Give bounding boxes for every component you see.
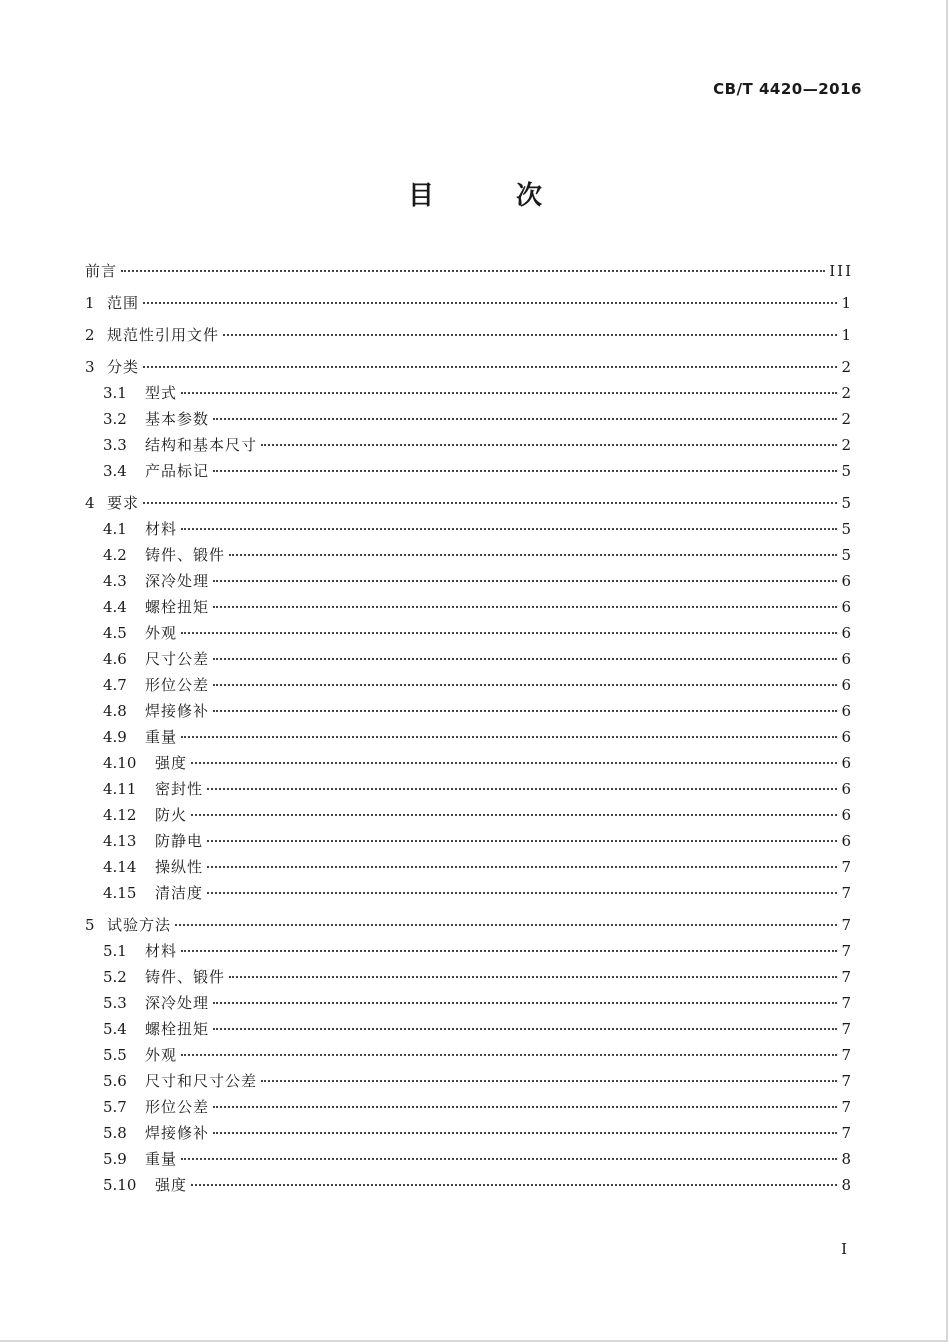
toc-entry[interactable]	[85, 912, 853, 938]
toc-entry[interactable]	[85, 776, 853, 802]
toc-entry-page: 7	[841, 916, 853, 934]
toc-entry-number: 5.5	[103, 1046, 127, 1064]
toc-dot-leader	[191, 762, 837, 764]
toc-dot-leader	[223, 334, 837, 336]
toc-entry-page: 2	[841, 384, 853, 402]
table-of-contents	[85, 258, 853, 1198]
toc-entry[interactable]	[85, 698, 853, 724]
toc-entry-label: 重量	[145, 1150, 178, 1168]
toc-entry-label: 铸件、锻件	[145, 968, 226, 986]
page-number: I	[841, 1240, 847, 1258]
toc-entry-number: 1	[85, 294, 95, 312]
toc-entry-number: 5	[85, 916, 95, 934]
toc-entry-page: 2	[841, 436, 853, 454]
toc-dot-leader	[207, 788, 837, 790]
toc-entry-page: 5	[841, 462, 853, 480]
toc-entry-page: 7	[841, 1020, 853, 1038]
toc-entry[interactable]	[85, 802, 853, 828]
toc-entry-label: 形位公差	[145, 1098, 210, 1116]
toc-entry-page: 6	[841, 676, 853, 694]
toc-entry-number: 5.9	[103, 1150, 127, 1168]
toc-entry[interactable]	[85, 1016, 853, 1042]
toc-entry[interactable]	[85, 432, 853, 458]
toc-entry-number: 4.3	[103, 572, 127, 590]
toc-entry-label: 材料	[145, 520, 178, 538]
toc-entry[interactable]	[85, 490, 853, 516]
toc-dot-leader	[229, 976, 837, 978]
toc-entry-label: 深冷处理	[145, 572, 210, 590]
toc-entry-label: 螺栓扭矩	[145, 1020, 210, 1038]
toc-dot-leader	[213, 470, 837, 472]
toc-entry[interactable]	[85, 380, 853, 406]
toc-entry-page: 5	[841, 494, 853, 512]
toc-entry-label: 外观	[145, 1046, 178, 1064]
toc-entry-number: 5.1	[103, 942, 127, 960]
toc-entry-number: 5.10	[103, 1176, 137, 1194]
toc-entry-label: 产品标记	[145, 462, 210, 480]
toc-entry-label: 结构和基本尺寸	[145, 436, 258, 454]
toc-entry[interactable]	[85, 406, 853, 432]
toc-entry-page: 6	[841, 598, 853, 616]
toc-dot-leader	[143, 366, 837, 368]
toc-entry-label: 铸件、锻件	[145, 546, 226, 564]
toc-entry-page: 7	[841, 994, 853, 1012]
toc-dot-leader	[213, 418, 837, 420]
toc-dot-leader	[213, 1002, 837, 1004]
toc-entry-page: 6	[841, 728, 853, 746]
toc-entry-label: 强度	[155, 754, 188, 772]
toc-entry[interactable]	[85, 1172, 853, 1198]
toc-entry-page: 2	[841, 410, 853, 428]
toc-entry[interactable]	[85, 938, 853, 964]
toc-entry-label: 焊接修补	[145, 1124, 210, 1142]
toc-entry-label: 范围	[107, 294, 140, 312]
toc-entry[interactable]	[85, 1120, 853, 1146]
toc-entry[interactable]	[85, 542, 853, 568]
toc-entry-label: 型式	[145, 384, 178, 402]
toc-dot-leader	[191, 1184, 837, 1186]
toc-entry-label: 深冷处理	[145, 994, 210, 1012]
toc-entry-number: 5.8	[103, 1124, 127, 1142]
toc-entry[interactable]	[85, 568, 853, 594]
toc-entry-page: 7	[841, 884, 853, 902]
toc-dot-leader	[207, 866, 837, 868]
toc-entry-label: 焊接修补	[145, 702, 210, 720]
toc-entry-number: 4.10	[103, 754, 137, 772]
toc-entry-label: 防火	[155, 806, 188, 824]
toc-dot-leader	[213, 684, 837, 686]
toc-entry-label: 操纵性	[155, 858, 204, 876]
toc-entry[interactable]	[85, 1094, 853, 1120]
toc-entry-page: 6	[841, 572, 853, 590]
toc-entry-page: 7	[841, 942, 853, 960]
toc-entry-page: 7	[841, 1072, 853, 1090]
toc-dot-leader	[191, 814, 837, 816]
toc-entry-label: 防静电	[155, 832, 204, 850]
toc-entry-page: 7	[841, 1098, 853, 1116]
toc-entry[interactable]	[85, 646, 853, 672]
toc-entry-number: 4.1	[103, 520, 127, 538]
toc-entry-label: 要求	[107, 494, 140, 512]
standard-number: CB/T 4420—2016	[713, 80, 862, 98]
toc-entry-label: 螺栓扭矩	[145, 598, 210, 616]
toc-entry[interactable]	[85, 854, 853, 880]
toc-entry-number: 4.14	[103, 858, 137, 876]
toc-entry-number: 4.7	[103, 676, 127, 694]
toc-dot-leader	[213, 1106, 837, 1108]
toc-dot-leader	[181, 1158, 837, 1160]
toc-entry[interactable]	[85, 322, 853, 348]
toc-entry-page: 6	[841, 806, 853, 824]
toc-entry-label: 尺寸和尺寸公差	[145, 1072, 258, 1090]
toc-entry-page: 7	[841, 858, 853, 876]
toc-entry-page: 6	[841, 650, 853, 668]
toc-dot-leader	[143, 302, 837, 304]
toc-dot-leader	[181, 736, 837, 738]
toc-entry-number: 4.8	[103, 702, 127, 720]
toc-entry-label: 密封性	[155, 780, 204, 798]
toc-entry[interactable]	[85, 672, 853, 698]
toc-entry[interactable]	[85, 990, 853, 1016]
toc-entry-page: 6	[841, 624, 853, 642]
toc-entry[interactable]	[85, 724, 853, 750]
toc-entry[interactable]	[85, 516, 853, 542]
toc-entry[interactable]	[85, 1146, 853, 1172]
toc-entry-page: 6	[841, 702, 853, 720]
toc-entry[interactable]	[85, 458, 853, 484]
toc-entry-number: 5.7	[103, 1098, 127, 1116]
toc-entry-page: 1	[841, 294, 853, 312]
toc-entry-number: 5.6	[103, 1072, 127, 1090]
toc-entry-number: 4.2	[103, 546, 127, 564]
toc-entry-number: 4.5	[103, 624, 127, 642]
toc-dot-leader	[207, 840, 837, 842]
toc-dot-leader	[213, 580, 837, 582]
toc-entry-number: 3.3	[103, 436, 127, 454]
toc-dot-leader	[181, 632, 837, 634]
toc-dot-leader	[213, 1132, 837, 1134]
toc-entry-label: 分类	[107, 358, 140, 376]
toc-entry[interactable]	[85, 964, 853, 990]
toc-entry-page: 6	[841, 754, 853, 772]
toc-entry-label: 规范性引用文件	[107, 326, 220, 344]
toc-entry-number: 4.13	[103, 832, 137, 850]
toc-entry[interactable]	[85, 828, 853, 854]
toc-entry-number: 5.3	[103, 994, 127, 1012]
toc-dot-leader	[121, 270, 825, 272]
page-title: 目 次	[407, 181, 570, 211]
toc-entry-number: 2	[85, 326, 95, 344]
toc-entry-number: 5.2	[103, 968, 127, 986]
toc-dot-leader	[261, 1080, 837, 1082]
toc-entry[interactable]	[85, 1042, 853, 1068]
toc-entry[interactable]	[85, 880, 853, 906]
toc-entry-number: 4	[85, 494, 95, 512]
toc-entry[interactable]	[85, 750, 853, 776]
toc-dot-leader	[207, 892, 837, 894]
toc-entry[interactable]	[85, 1068, 853, 1094]
toc-dot-leader	[213, 658, 837, 660]
toc-dot-leader	[261, 444, 837, 446]
toc-entry-label: 强度	[155, 1176, 188, 1194]
toc-entry-label: 清洁度	[155, 884, 204, 902]
toc-entry-label: 外观	[145, 624, 178, 642]
toc-dot-leader	[213, 710, 837, 712]
toc-dot-leader	[181, 528, 837, 530]
toc-entry-page: 6	[841, 832, 853, 850]
toc-entry-number: 4.4	[103, 598, 127, 616]
toc-entry[interactable]	[85, 354, 853, 380]
toc-dot-leader	[181, 950, 837, 952]
toc-dot-leader	[181, 1054, 837, 1056]
toc-entry-page: 5	[841, 520, 853, 538]
toc-entry-number: 4.6	[103, 650, 127, 668]
toc-entry-page: 7	[841, 1046, 853, 1064]
toc-entry-page: III	[829, 262, 853, 280]
toc-entry-number: 4.15	[103, 884, 137, 902]
toc-entry-label: 形位公差	[145, 676, 210, 694]
toc-entry-page: 8	[841, 1176, 853, 1194]
toc-entry-label: 重量	[145, 728, 178, 746]
toc-entry-number: 4.12	[103, 806, 137, 824]
toc-dot-leader	[143, 502, 837, 504]
toc-dot-leader	[229, 554, 837, 556]
toc-entry[interactable]	[85, 594, 853, 620]
toc-entry-page: 7	[841, 968, 853, 986]
toc-dot-leader	[175, 924, 837, 926]
toc-entry-page: 5	[841, 546, 853, 564]
toc-entry-label: 前言	[85, 262, 118, 280]
toc-entry-page: 2	[841, 358, 853, 376]
toc-entry-page: 6	[841, 780, 853, 798]
toc-dot-leader	[213, 1028, 837, 1030]
toc-dot-leader	[213, 606, 837, 608]
toc-entry-page: 1	[841, 326, 853, 344]
toc-entry-number: 4.11	[103, 780, 137, 798]
toc-entry-number: 3.1	[103, 384, 127, 402]
toc-entry[interactable]	[85, 620, 853, 646]
toc-entry-label: 尺寸公差	[145, 650, 210, 668]
toc-dot-leader	[181, 392, 837, 394]
toc-entry-number: 5.4	[103, 1020, 127, 1038]
toc-entry-label: 材料	[145, 942, 178, 960]
toc-entry[interactable]	[85, 290, 853, 316]
toc-entry[interactable]	[85, 258, 853, 284]
toc-entry-number: 3.2	[103, 410, 127, 428]
toc-entry-number: 3.4	[103, 462, 127, 480]
toc-entry-page: 7	[841, 1124, 853, 1142]
toc-entry-page: 8	[841, 1150, 853, 1168]
toc-entry-label: 试验方法	[107, 916, 172, 934]
toc-entry-label: 基本参数	[145, 410, 210, 428]
toc-entry-number: 3	[85, 358, 95, 376]
toc-entry-number: 4.9	[103, 728, 127, 746]
